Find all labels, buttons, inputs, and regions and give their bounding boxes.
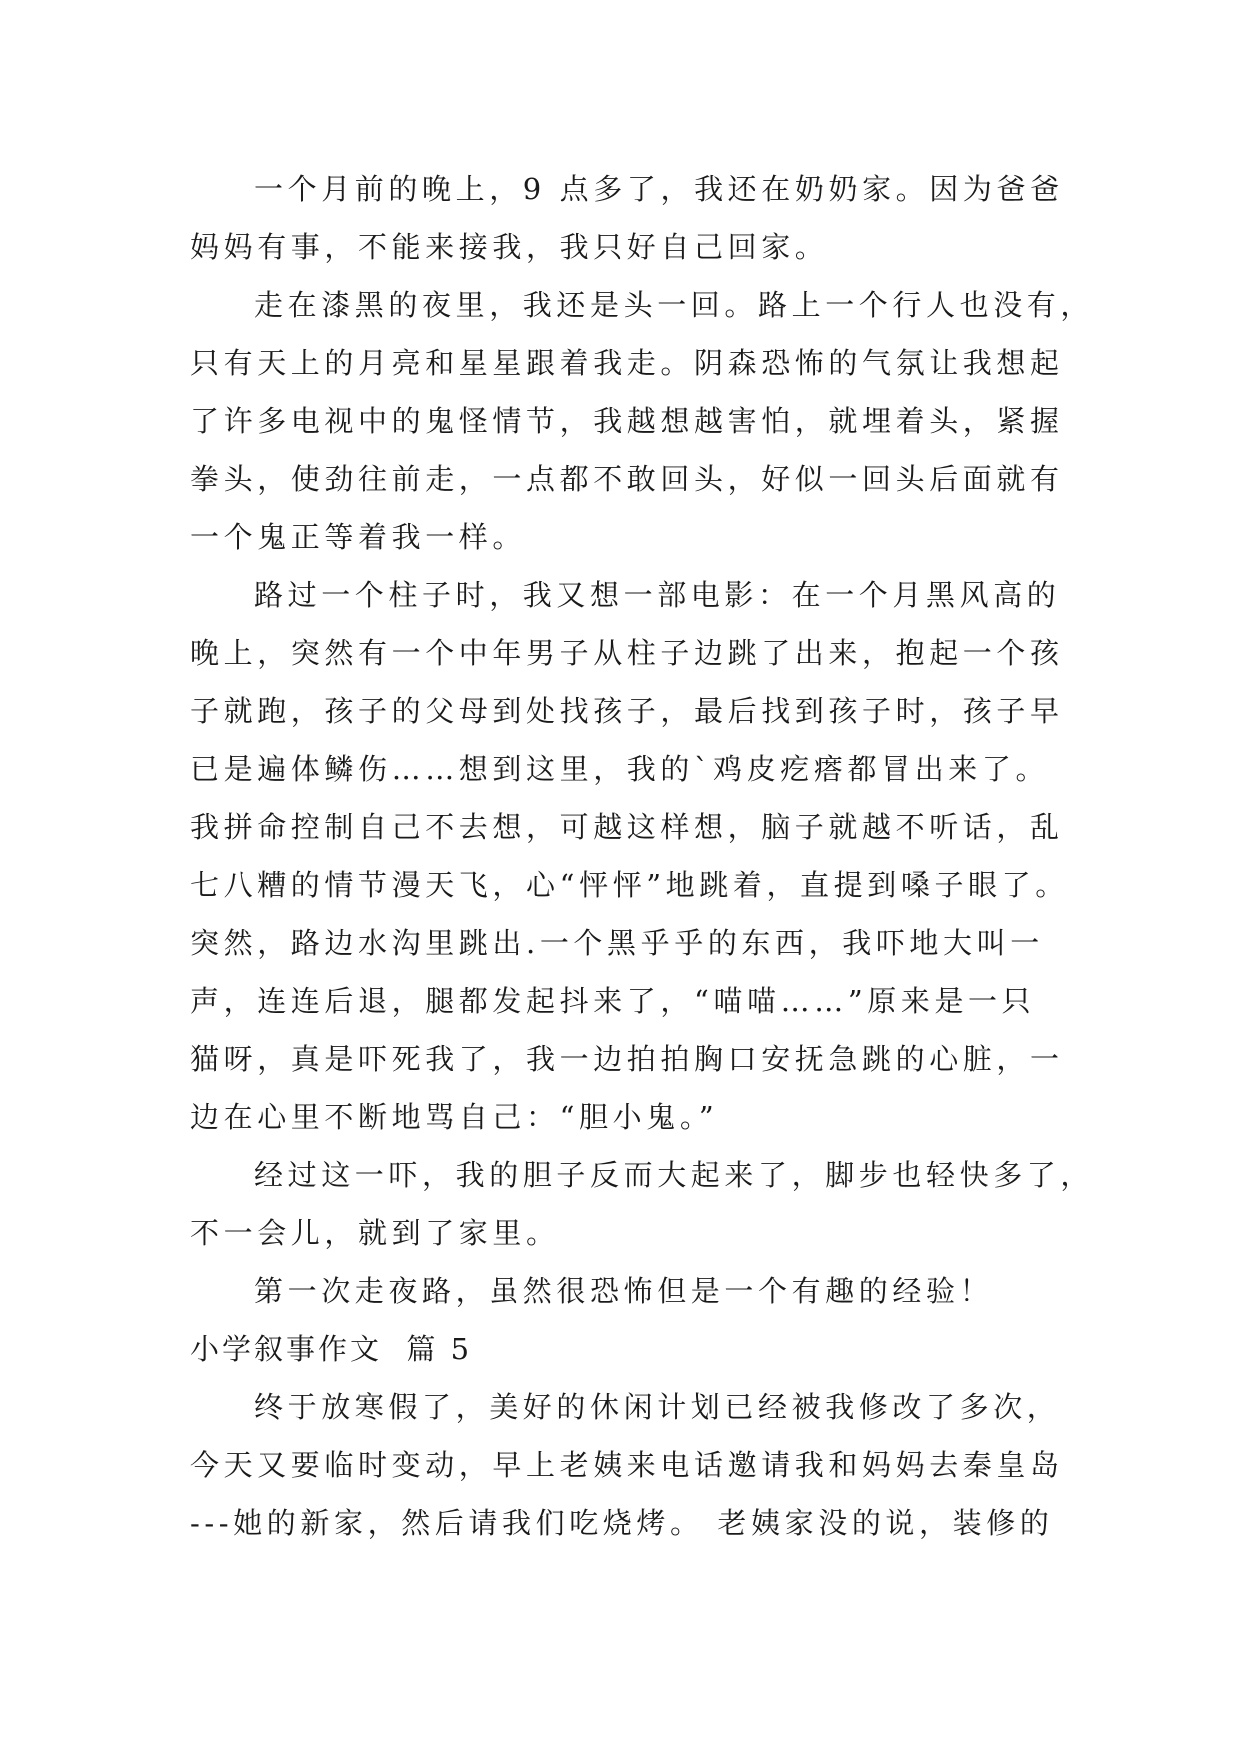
paragraph-line: 路过一个柱子时，我又想一部电影：在一个月黑风高的 [254, 578, 1061, 612]
paragraph-line: 第一次走夜路，虽然很恐怖但是一个有趣的经验！ [254, 1274, 994, 1308]
paragraph-line: ---她的新家，然后请我们吃烧烤。 老姨家没的说，装修的 [190, 1506, 1054, 1540]
paragraph-line: 突然，路边水沟里跳出.一个黑乎乎的东西，我吓地大叫一 [190, 926, 1044, 960]
section-heading: 小学叙事作文 篇 5 [190, 1332, 473, 1366]
paragraph-line: 终于放寒假了，美好的休闲计划已经被我修改了多次， [254, 1390, 1061, 1424]
paragraph-line: 子就跑，孩子的父母到处找孩子，最后找到孩子时，孩子早 [190, 694, 1064, 728]
paragraph-line: 一个月前的晚上，9 点多了，我还在奶奶家。因为爸爸 [254, 172, 1064, 206]
paragraph-line: 拳头，使劲往前走，一点都不敢回头，好似一回头后面就有 [190, 462, 1064, 496]
paragraph-line: 妈妈有事，不能来接我，我只好自己回家。 [190, 230, 829, 264]
paragraph-line: 经过这一吓，我的胆子反而大起来了，脚步也轻快多了， [254, 1158, 1095, 1192]
paragraph-line: 今天又要临时变动，早上老姨来电话邀请我和妈妈去秦皇岛 [190, 1448, 1064, 1482]
paragraph-line: 声，连连后退，腿都发起抖来了，“喵喵……”原来是一只 [190, 984, 1036, 1018]
paragraph-line: 七八糟的情节漫天飞，心“怦怦”地跳着，直提到嗓子眼了。 [190, 868, 1069, 902]
paragraph-line: 猫呀，真是吓死我了，我一边拍拍胸口安抚急跳的心脏，一 [190, 1042, 1064, 1076]
paragraph-line: 只有天上的月亮和星星跟着我走。阴森恐怖的气氛让我想起 [190, 346, 1064, 380]
paragraph-line: 边在心里不断地骂自己：“胆小鬼。” [190, 1100, 719, 1134]
paragraph-line: 我拼命控制自己不去想，可越这样想，脑子就越不听话，乱 [190, 810, 1064, 844]
paragraph-line: 已是遍体鳞伤……想到这里，我的`鸡皮疙瘩都冒出来了。 [190, 752, 1050, 786]
essay-text [190, 160, 1095, 1552]
paragraph-line: 走在漆黑的夜里，我还是头一回。路上一个行人也没有， [254, 288, 1095, 322]
paragraph-line: 一个鬼正等着我一样。 [190, 520, 527, 554]
paragraph-line: 晚上，突然有一个中年男子从柱子边跳了出来，抱起一个孩 [190, 636, 1064, 670]
paragraph-line: 了许多电视中的鬼怪情节，我越想越害怕，就埋着头，紧握 [190, 404, 1064, 438]
paragraph-line: 不一会儿，就到了家里。 [190, 1216, 560, 1250]
